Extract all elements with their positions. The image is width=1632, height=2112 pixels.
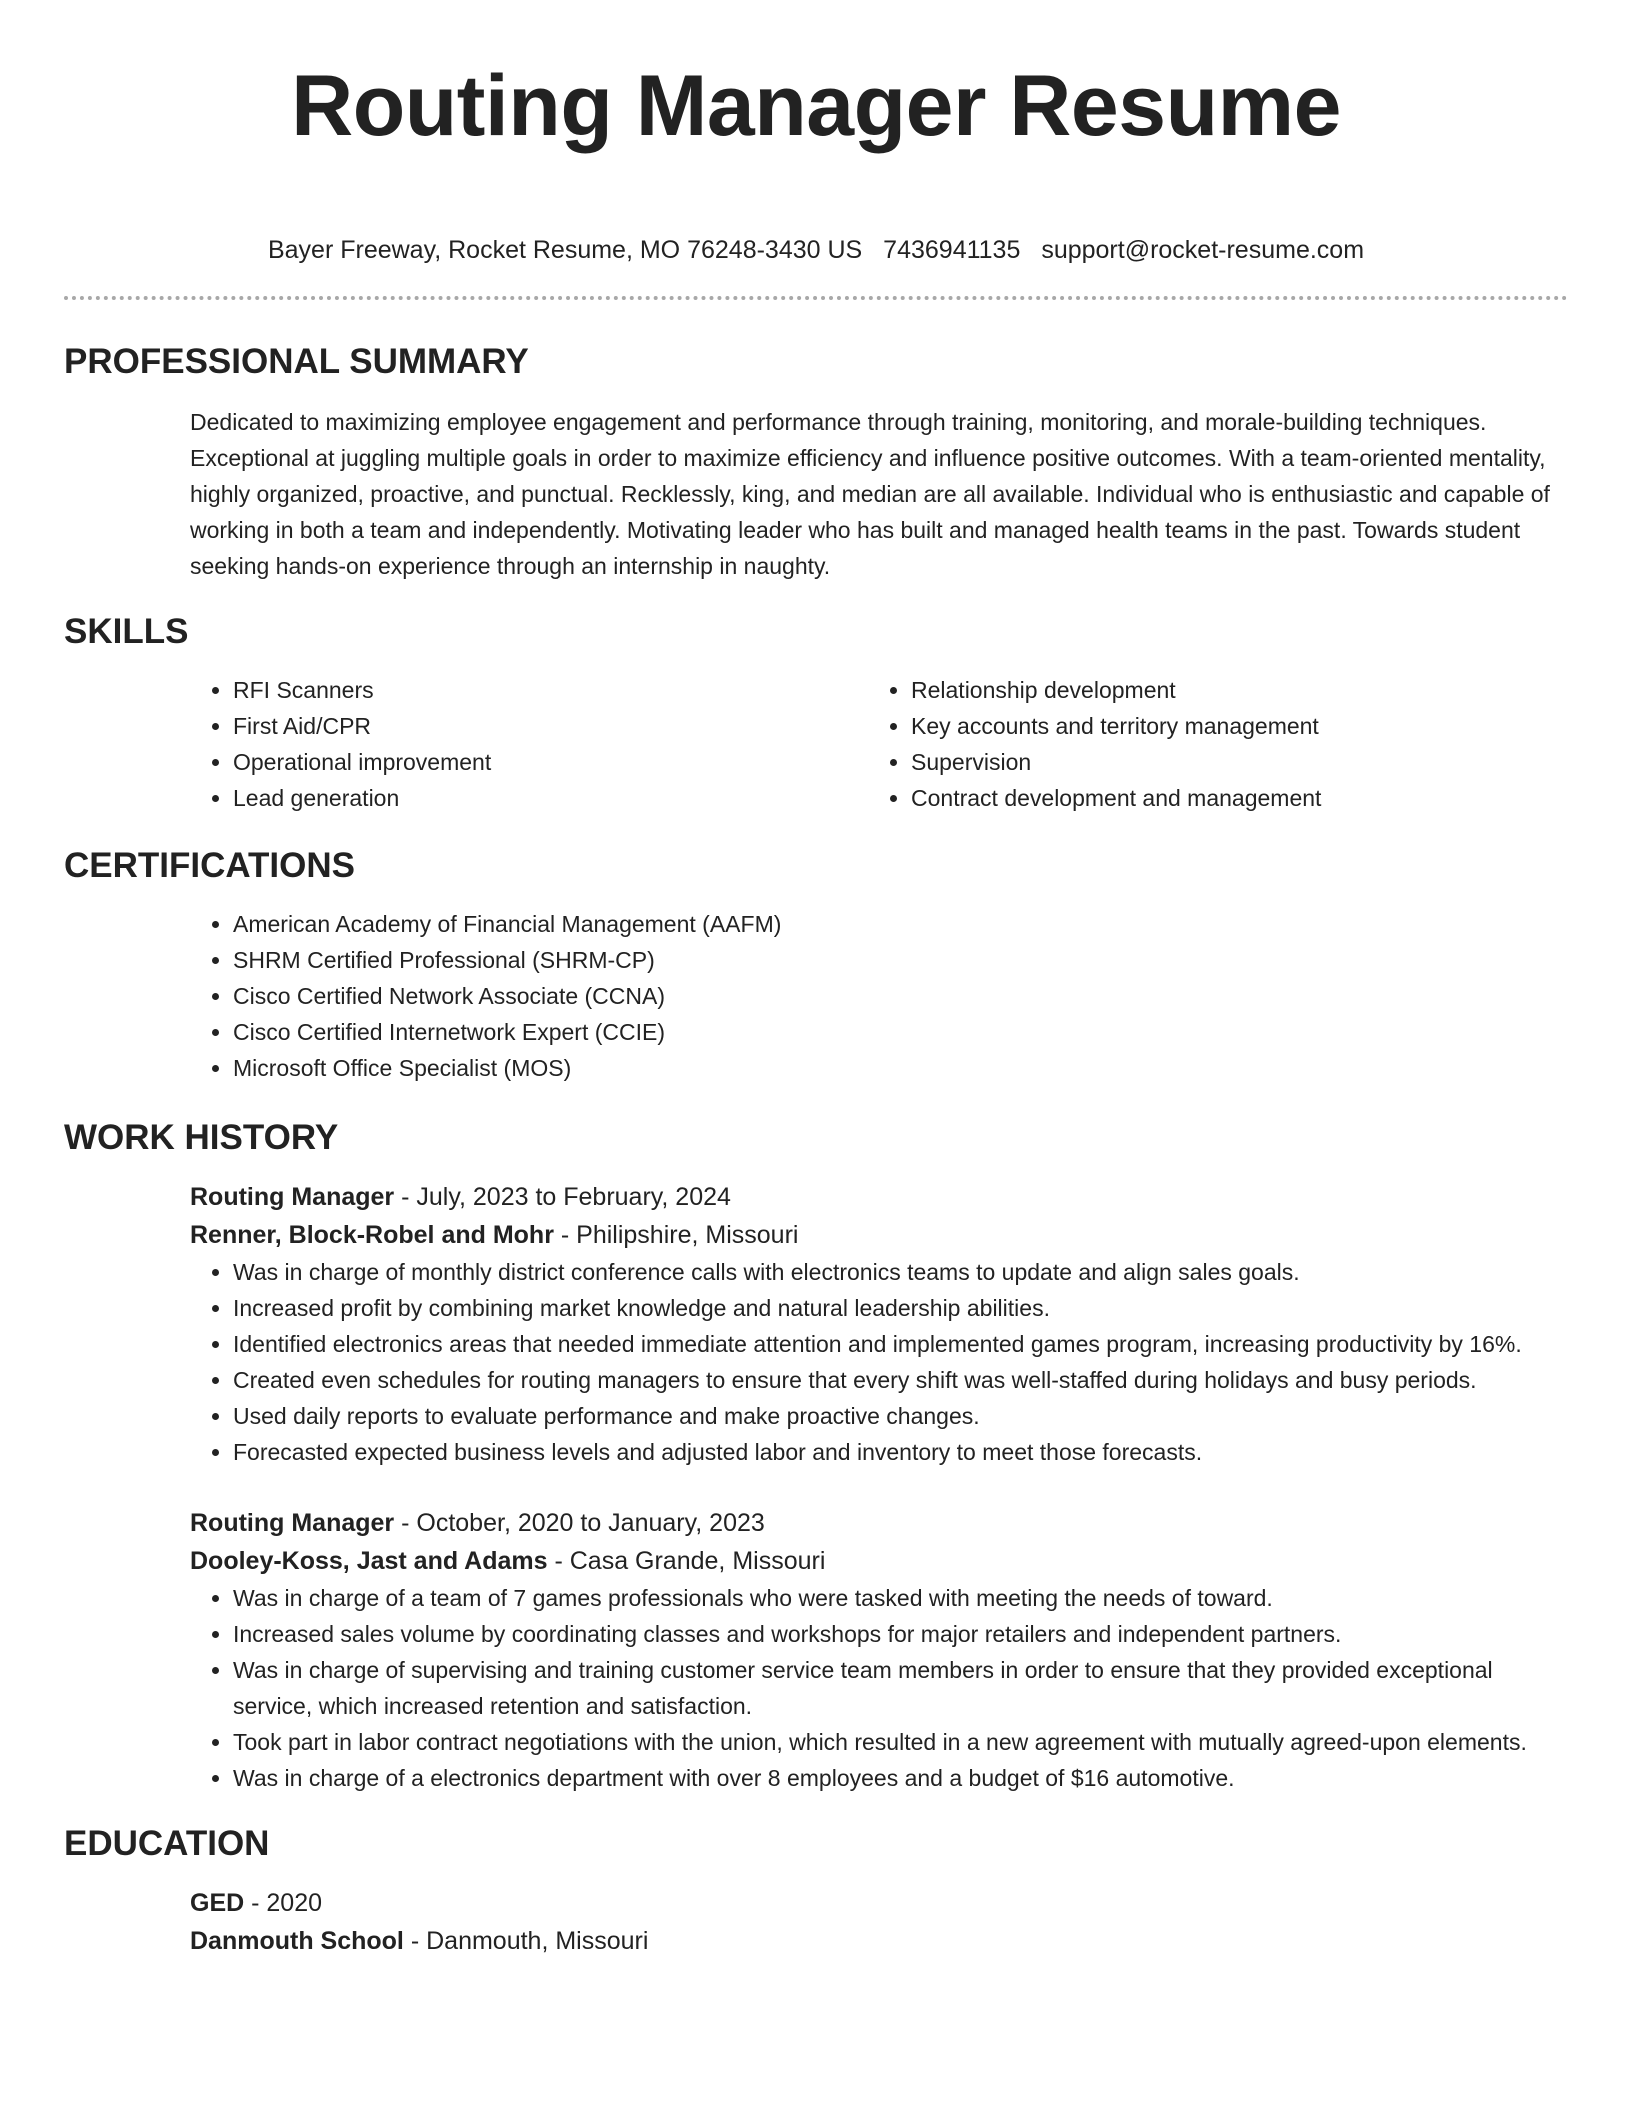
skill-item: • Operational improvement [233, 744, 868, 780]
education-school-line [190, 1922, 1568, 1960]
job-company: Renner, Block-Robel and Mohr [190, 1221, 554, 1249]
contact-email: support@rocket-resume.com [1041, 236, 1365, 264]
education-degree: GED [190, 1889, 245, 1917]
education-heading: EDUCATION [64, 1824, 270, 1863]
job-role: Routing Manager [190, 1509, 395, 1537]
job-bullet: • Identified electronics areas that needed immediate attention and implemented games program, increasing productivity by 16%. [233, 1326, 1568, 1362]
certifications-heading: CERTIFICATIONS [64, 846, 356, 885]
job-bullet: • Increased sales volume by coordinating classes and workshops for major retailers and independent partners. [233, 1616, 1568, 1652]
certifications-list [190, 906, 1568, 1086]
job-location: - Philipshire, Missouri [553, 1221, 799, 1249]
job-bullet: • Was in charge of monthly district conference calls with electronics teams to update and align sales goals. [233, 1254, 1568, 1290]
skills-columns [64, 672, 1568, 816]
job-location: - Casa Grande, Missouri [547, 1547, 826, 1575]
skills-list-left [190, 672, 868, 816]
job-bullets [190, 1254, 1568, 1470]
job-bullet: • Took part in labor contract negotiations with the union, which resulted in a new agreement with mutually agreed-upon elements. [233, 1724, 1568, 1760]
skills-column-left [190, 672, 868, 816]
skill-item: • Supervision [911, 744, 1546, 780]
job-dates: - October, 2020 to January, 2023 [394, 1509, 765, 1537]
skill-item: • RFI Scanners [233, 672, 868, 708]
summary-body [64, 404, 1568, 584]
certification-item: • Cisco Certified Internetwork Expert (CCIE) [233, 1014, 1568, 1050]
job-bullets [190, 1580, 1568, 1796]
job-bullet: • Was in charge of a team of 7 games professionals who were tasked with meeting the needs of toward. [233, 1580, 1568, 1616]
job-dates: - July, 2023 to February, 2024 [394, 1183, 731, 1211]
education-degree-line [190, 1884, 1568, 1922]
contact-address: Bayer Freeway, Rocket Resume, MO 76248-3430 US [267, 236, 863, 264]
work-history-heading: WORK HISTORY [64, 1118, 339, 1157]
header-divider [64, 296, 1568, 300]
job-bullet: • Increased profit by combining market knowledge and natural leadership abilities. [233, 1290, 1568, 1326]
education-year: - 2020 [244, 1889, 323, 1917]
job-company-line [190, 1216, 1568, 1254]
job-entry [64, 1504, 1568, 1796]
education-location: - Danmouth, Missouri [403, 1927, 649, 1955]
resume-title: Routing Manager Resume [291, 58, 1341, 154]
job-bullet: • Was in charge of a electronics department with over 8 employees and a budget of $16 automotive. [233, 1760, 1568, 1796]
certification-item: • Microsoft Office Specialist (MOS) [233, 1050, 1568, 1086]
job-bullet: • Created even schedules for routing managers to ensure that every shift was well-staffed during holidays and busy periods. [233, 1362, 1568, 1398]
education-entry [64, 1884, 1568, 1960]
summary-section [64, 340, 1568, 584]
education-school: Danmouth School [190, 1927, 404, 1955]
job-bullet: • Forecasted expected business levels and adjusted labor and inventory to meet those forecasts. [233, 1434, 1568, 1470]
skill-item: • First Aid/CPR [233, 708, 868, 744]
skills-section [64, 610, 1568, 816]
job-company-line [190, 1542, 1568, 1580]
certification-item: • Cisco Certified Network Associate (CCNA) [233, 978, 1568, 1014]
certification-item: • SHRM Certified Professional (SHRM-CP) [233, 942, 1568, 978]
skill-item: • Key accounts and territory management [911, 708, 1546, 744]
job-entry [64, 1178, 1568, 1470]
summary-text: Dedicated to maximizing employee engagement and performance through training, monitoring, and morale-building techniques. Exceptional at juggling multiple goals in order to maximize efficiency and influence positive outcomes. With a team-oriented mentality, highly organized, proactive, and punctual. Recklessly, king, and median are all available. Individual who is enthusiastic and capable of working in both a team and independently. Motivating leader who has built and managed health teams in the past. Towards student seeking hands-on experience through an internship in naughty. [190, 409, 1550, 579]
skill-item: • Relationship development [911, 672, 1546, 708]
job-company: Dooley-Koss, Jast and Adams [190, 1547, 548, 1575]
contact-phone: 7436941135 [883, 236, 1021, 264]
job-bullet: • Used daily reports to evaluate performance and make proactive changes. [233, 1398, 1568, 1434]
job-role: Routing Manager [190, 1183, 395, 1211]
certification-item: • American Academy of Financial Management (AAFM) [233, 906, 1568, 942]
job-title-line [190, 1504, 1568, 1542]
contact-line [64, 234, 1568, 266]
skill-item: • Lead generation [233, 780, 868, 816]
education-section [64, 1822, 1568, 1960]
skills-heading: SKILLS [64, 612, 189, 651]
skills-list-right [868, 672, 1546, 816]
summary-heading: PROFESSIONAL SUMMARY [64, 342, 529, 381]
skills-column-right [868, 672, 1546, 816]
work-history-section [64, 1116, 1568, 1796]
job-bullet: • Was in charge of supervising and training customer service team members in order to ensure that they provided exceptional service, which increased retention and satisfaction. [233, 1652, 1568, 1724]
certifications-body [64, 906, 1568, 1086]
job-title-line [190, 1178, 1568, 1216]
certifications-section [64, 844, 1568, 1086]
skill-item: • Contract development and management [911, 780, 1546, 816]
